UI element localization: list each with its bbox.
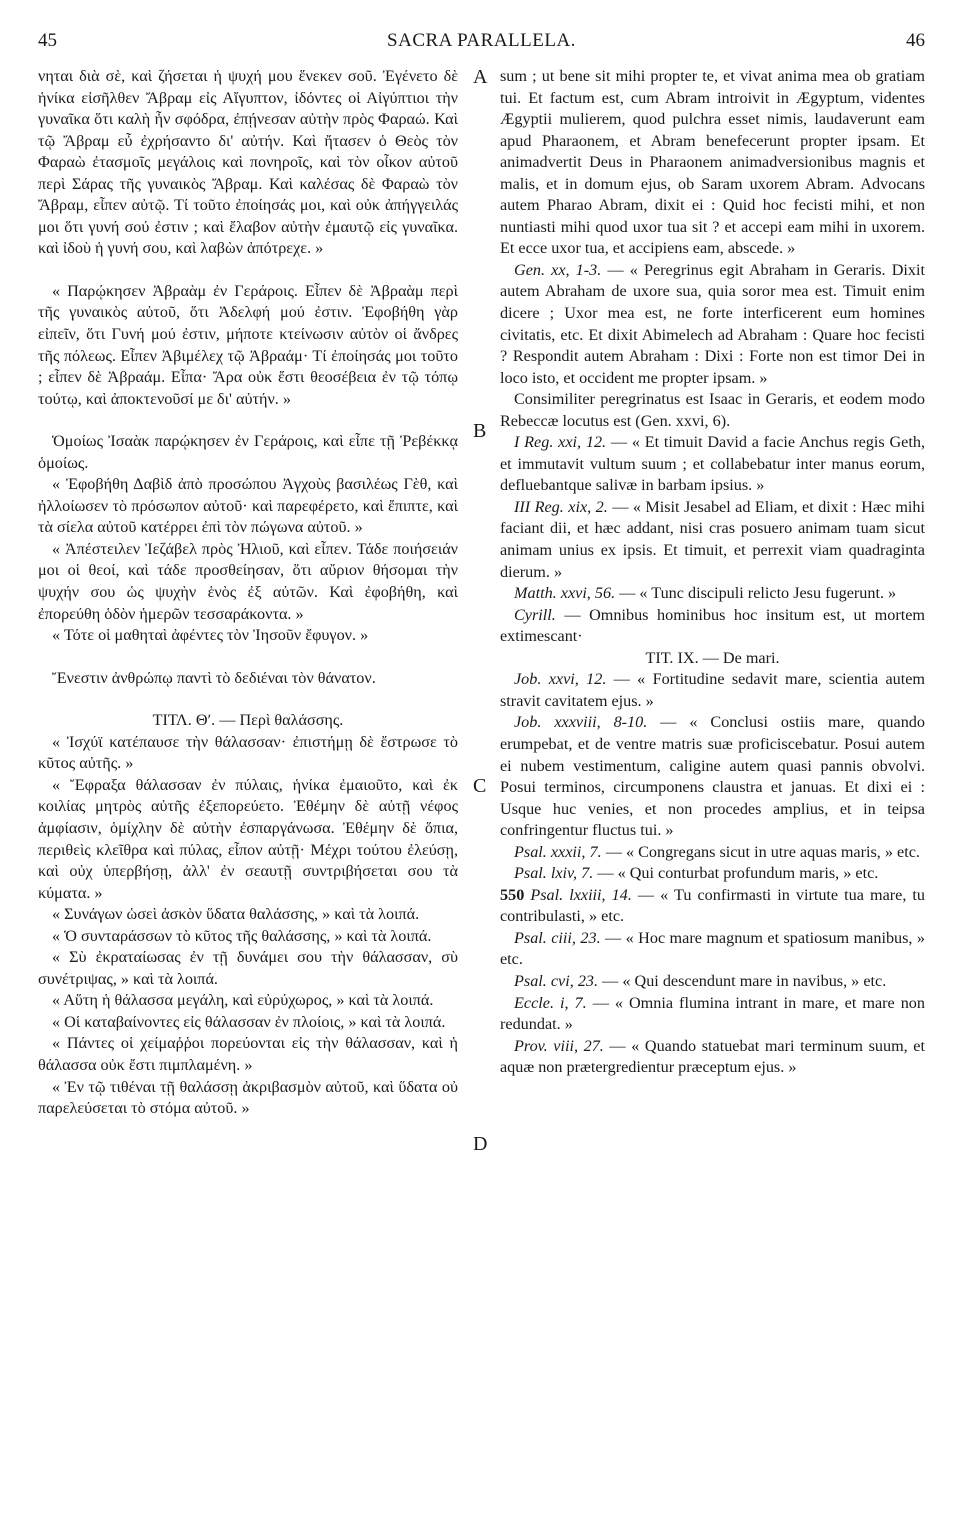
latin-paragraph bbox=[500, 928, 925, 971]
latin-paragraph bbox=[500, 1036, 925, 1079]
latin-paragraph bbox=[500, 842, 925, 864]
greek-paragraph: « Πάντες οἱ χείμαῤῥοι πορεύονται εἰς τὴν θάλασσαν, καὶ ἡ θάλασσα οὐκ ἔστι πιμπλαμένη. » bbox=[38, 1034, 458, 1074]
greek-paragraph: νηται διὰ σὲ, καὶ ζήσεται ἡ ψυχή μου ἕνεκεν σοῦ. Ἐγένετο δὲ ἡνίκα εἰσῆλθεν Ἄβραμ εἰς Αἴγυπτον, ἰδόντες οἱ Αἰγύπτιοι τὴν γυναῖκα ὅτι καλὴ ἦν σφόδρα, ἐπῄνεσαν αὐτὴν πρὸς Φαραώ. Καὶ τῷ Ἄβραμ εὖ ἐχρήσαντο δι' αὐτήν. Καὶ ἤτασεν ὁ Θεὸς τὸν Φαραὼ ἐτασμοῖς μεγάλοις καὶ πονηροῖς, καὶ τὸν οἶκον αὐτοῦ περὶ Σάρας τῆς γυναικὸς Ἄβραμ. Καὶ καλέσας δὲ Φαραὼ τὸν Ἄβραμ, εἶπεν αὐτῷ. Τί τοῦτο ἐποίησάς μοι, καὶ οὐκ ἀπήγγειλάς μοι ὅτι γυνή σού ἐστιν ; καὶ ἔλαβον αὐτὴν ἐμαυτῷ εἰς γυναῖκα. καὶ ἰδοὺ ἡ γυνή σου, καὶ λαβὼν ἀπότρεχε. » bbox=[38, 67, 458, 258]
citation-text: — « Conclusi ostiis mare, quando erumpebat, et de ventre matris suæ proficiscebatur. Posui autem ei nubem vestimentum, caligine autem quasi pannis obvolvi. Posui terminos, circumponens claustra et januas. Et dixi ei : Usque huc venies, et non procedes amplius, et in teipsa confringentur fluctus tui. » bbox=[500, 713, 925, 840]
citation-text: — « Peregrinus egit Abraham in Geraris. Dixit autem Abraham de uxore sua, quia soror mea est. Timuit enim dicere ; Uxor mea est, ne forte interficerent eum homines civitatis, etc. Et dixit Abimelech ad Abraham : Quare hoc fecisti ? Respondit autem Abraham : Dixi : Forte non est timor Dei in loco isto, et occident me propter ipsam. » bbox=[500, 260, 925, 387]
greek-paragraph: « Τότε οἱ μαθηταὶ ἀφέντες τὸν Ἰησοῦν ἔφυγον. » bbox=[52, 626, 369, 645]
citation: I Reg. xxi, 12. bbox=[514, 433, 607, 452]
citation-text: — « Congregans sicut in utre aquas maris, » etc. bbox=[601, 842, 920, 861]
citation: Prov. viii, 27. bbox=[514, 1036, 604, 1055]
latin-paragraph bbox=[500, 669, 925, 712]
margin-letter-a: A bbox=[473, 66, 488, 88]
citation: Psal. ciii, 23. bbox=[514, 928, 601, 947]
citation: Eccle. i, 7. bbox=[514, 993, 587, 1012]
latin-paragraph bbox=[500, 260, 925, 389]
latin-paragraph bbox=[500, 432, 925, 497]
greek-paragraph: Ἔνεστιν ἀνθρώπῳ παντὶ τὸ δεδιέναι τὸν θάνατον. bbox=[52, 668, 376, 687]
greek-column bbox=[38, 66, 458, 1120]
citation: Job. xxxviii, 8-10. bbox=[514, 713, 648, 732]
citation-text: — « Quando statuebat mari terminum suum, et aquæ non prætergredientur præceptum ejus. » bbox=[500, 1036, 925, 1077]
greek-paragraph: « Παρῴκησεν Ἀβραὰμ ἐν Γεράροις. Εἶπεν δὲ Ἀβραὰμ περὶ τῆς γυναικὸς αὐτοῦ, ὅτι Ἀδελφή μού ἐστιν. Ἐφοβήθη γὰρ εἰπεῖν, ὅτι Γυνή μού ἐστιν, μήποτε κτείνωσιν αὐτὸν οἱ ἄνδρες τῆς πόλεως. Εἶπεν Ἀβιμέλεχ τῷ Ἀβραάμ· Τί ἐποίησάς μοι τοῦτο ; εἶπεν δὲ Ἀβραάμ. Εἶπα· Ἄρα οὐκ ἔστι θεοσέβεια ἐν τῷ τόπῳ τούτῳ, καὶ ἀποκτενοῦσί με δι' αὐτήν. » bbox=[38, 281, 458, 408]
citation-text: — « Tunc discipuli relicto Jesu fugerunt. » bbox=[615, 584, 897, 603]
citation: Psal. xxxii, 7. bbox=[514, 842, 602, 861]
greek-paragraph: « Ἔφραξα θάλασσαν ἐν πύλαις, ἡνίκα ἐμαιοῦτο, καὶ ἐκ κοιλίας μητρὸς αὐτῆς ἐξεπορεύετο. Ἐθέμην δὲ αὐτῇ νέφος ἀμφίασιν, ὁμίχλην δὲ αὐτὴν ἐσπαργάνωσα. Ἐθέμην δὲ ὅπια, περιθεὶς κλεῖθρα καὶ πύλας, εἶπον αὐτῇ· Μέχρι τούτου ἐλεύσῃ, καὶ οὐχ ὑπερβήσῃ, ἀλλ' ἐν σεαυτῇ συντριβήσεται σου τὰ κύματα. » bbox=[38, 775, 458, 902]
greek-paragraph: « Ὁ συνταράσσων τὸ κῦτος τῆς θαλάσσης, » καὶ τὰ λοιπά. bbox=[52, 926, 432, 945]
page-number-right: 46 bbox=[906, 30, 925, 51]
latin-paragraph: sum ; ut bene sit mihi propter te, et vivat anima mea ob gratiam tui. Et factum est, cum Abram introivit in Ægyptum, videntes Ægyptii mulierem, quod pulchra esset nimis, laudaverunt eam apud Pharaonem, et Abram benefecerunt propter ipsam. Et animadvertit Deus in Pharaonem animadversionibus magnis et malis, et in domum ejus, ob Saram uxorem Abram. Advocans autem Pharao Abram, dixit ei : Quid hoc fecisti mihi, et non nuntiasti mihi quod uxor tua sit ? et accepi eam mihi in uxorem. Et ecce uxor tua, et accipiens eam, abscede. » bbox=[500, 67, 925, 258]
citation-text: — « Qui conturbat profundum maris, » etc. bbox=[593, 864, 879, 883]
latin-paragraph: Consimiliter peregrinatus est Isaac in Geraris, et eodem modo Rebeccæ locutus est (Gen. xxvi, 6). bbox=[500, 390, 925, 430]
citation: III Reg. xix, 2. bbox=[514, 497, 608, 516]
page-number-left: 45 bbox=[38, 30, 57, 51]
greek-paragraph: « Ἀπέστειλεν Ἰεζάβελ πρὸς Ἠλιοῦ, καὶ εἶπεν. Τάδε ποιήσειάν μοι οἱ θεοί, καὶ τάδε προσθείησαν, ὅτι αὔριον θήσομαι τὴν ψυχήν σου ὡς ψυχὴν ἑνὸς ἐξ αὐτῶν. Καὶ ἐφοβήθη, καὶ ἐπορεύθη ὁδὸν ἡμερῶν τεσσαράκοντα. » bbox=[38, 539, 458, 623]
citation: Psal. lxxiii, 14. bbox=[530, 885, 632, 904]
latin-section-title: TIT. IX. — De mari. bbox=[645, 648, 780, 667]
greek-paragraph: « Οἱ καταβαίνοντες εἰς θάλασσαν ἐν πλοίοις, » καὶ τὰ λοιπά. bbox=[52, 1012, 446, 1031]
latin-paragraph bbox=[500, 885, 925, 928]
citation: Gen. xx, 1-3. bbox=[514, 260, 602, 279]
greek-paragraph: « Σὺ ἐκραταίωσας ἐν τῇ δυνάμει σου τὴν θάλασσαν, σὺ συνέτριψας, » καὶ τὰ λοιπά. bbox=[38, 948, 458, 988]
running-title: SACRA PARALLELA. bbox=[387, 30, 576, 51]
latin-paragraph bbox=[500, 712, 925, 841]
margin-letter-b: B bbox=[473, 420, 487, 442]
citation: Psal. cvi, 23. bbox=[514, 971, 599, 990]
latin-paragraph bbox=[500, 971, 925, 993]
greek-section-title: ΤΙΤΛ. Θʹ. — Περὶ θαλάσσης. bbox=[152, 711, 344, 730]
margin-letter-d: D bbox=[473, 1133, 488, 1155]
latin-paragraph bbox=[500, 583, 925, 605]
greek-paragraph: « Ἐν τῷ τιθέναι τῇ θαλάσσῃ ἀκριβασμὸν αὐτοῦ, καὶ ὕδατα οὐ παρελεύσεται τὸ στόμα αὐτοῦ. » bbox=[38, 1077, 458, 1118]
latin-paragraph bbox=[500, 605, 925, 648]
latin-paragraph bbox=[500, 497, 925, 583]
greek-paragraph: « Ἰσχύϊ κατέπαυσε τὴν θάλασσαν· ἐπιστήμῃ δὲ ἔστρωσε τὸ κῦτος αὐτῆς. » bbox=[38, 732, 458, 773]
citation: Psal. lxiv, 7. bbox=[514, 864, 594, 883]
greek-paragraph: Ὁμοίως Ἰσαὰκ παρῴκησεν ἐν Γεράροις, καὶ εἶπε τῇ Ῥεβέκκᾳ ὁμοίως. bbox=[38, 432, 458, 472]
margin-letter-c: C bbox=[473, 775, 487, 797]
latin-paragraph bbox=[500, 993, 925, 1036]
latin-column bbox=[500, 66, 925, 1079]
citation-text: — « Hoc mare magnum et spatiosum manibus, » etc. bbox=[500, 928, 925, 969]
citation: Cyrill. bbox=[514, 605, 556, 624]
greek-paragraph: « Συνάγων ὡσεὶ ἀσκὸν ὕδατα θαλάσσης, » καὶ τὰ λοιπά. bbox=[52, 905, 420, 924]
citation-text: — « Et timuit David a facie Anchus regis Geth, et immutavit vultum suum ; et collabebatur inter manus eorum, defluebantque salivæ in barbam ipsius. » bbox=[500, 433, 925, 495]
citation-text: — Omnibus hominibus hoc insitum est, ut mortem extimescant· bbox=[500, 605, 925, 646]
citation: Matth. xxvi, 56. bbox=[514, 584, 616, 603]
column-signature-number: 550 bbox=[500, 885, 525, 904]
greek-paragraph: « Ἐφοβήθη Δαβὶδ ἀπὸ προσώπου Ἀγχοὺς βασιλέως Γὲθ, καὶ ἠλλοίωσεν τὸ πρόσωπον αὐτοῦ· καὶ παρεφέρετο, καὶ ἔπιπτε, καὶ τὰ σίελα αὐτοῦ κατέρρει ἐπὶ τὸν πώγωνα αὐτοῦ. » bbox=[38, 475, 458, 537]
citation-text: — « Qui descendunt mare in navibus, » etc. bbox=[598, 971, 887, 990]
citation-text: — « Fortitudine sedavit mare, scientia autem stravit cavitatem ejus. » bbox=[500, 670, 925, 710]
greek-paragraph: « Αὕτη ἡ θάλασσα μεγάλη, καὶ εὐρύχωρος, » καὶ τὰ λοιπά. bbox=[52, 991, 434, 1010]
citation-text: — « Tu confirmasti in virtute tua mare, tu contribulasti, » etc. bbox=[500, 885, 926, 926]
latin-paragraph bbox=[500, 863, 925, 885]
citation: Job. xxvi, 12. bbox=[514, 670, 607, 689]
citation-text: — « Misit Jesabel ad Eliam, et dixit : Hæc mihi faciant dii, et hæc addant, nisi cras posuero animam tuam sicut animam unius ex ipsis. Et timuit, et perrexit viam quadraginta dierum. » bbox=[500, 497, 925, 581]
page-header bbox=[38, 30, 925, 60]
citation-text: — « Omnia flumina intrant in mare, et mare non redundat. » bbox=[500, 993, 925, 1034]
